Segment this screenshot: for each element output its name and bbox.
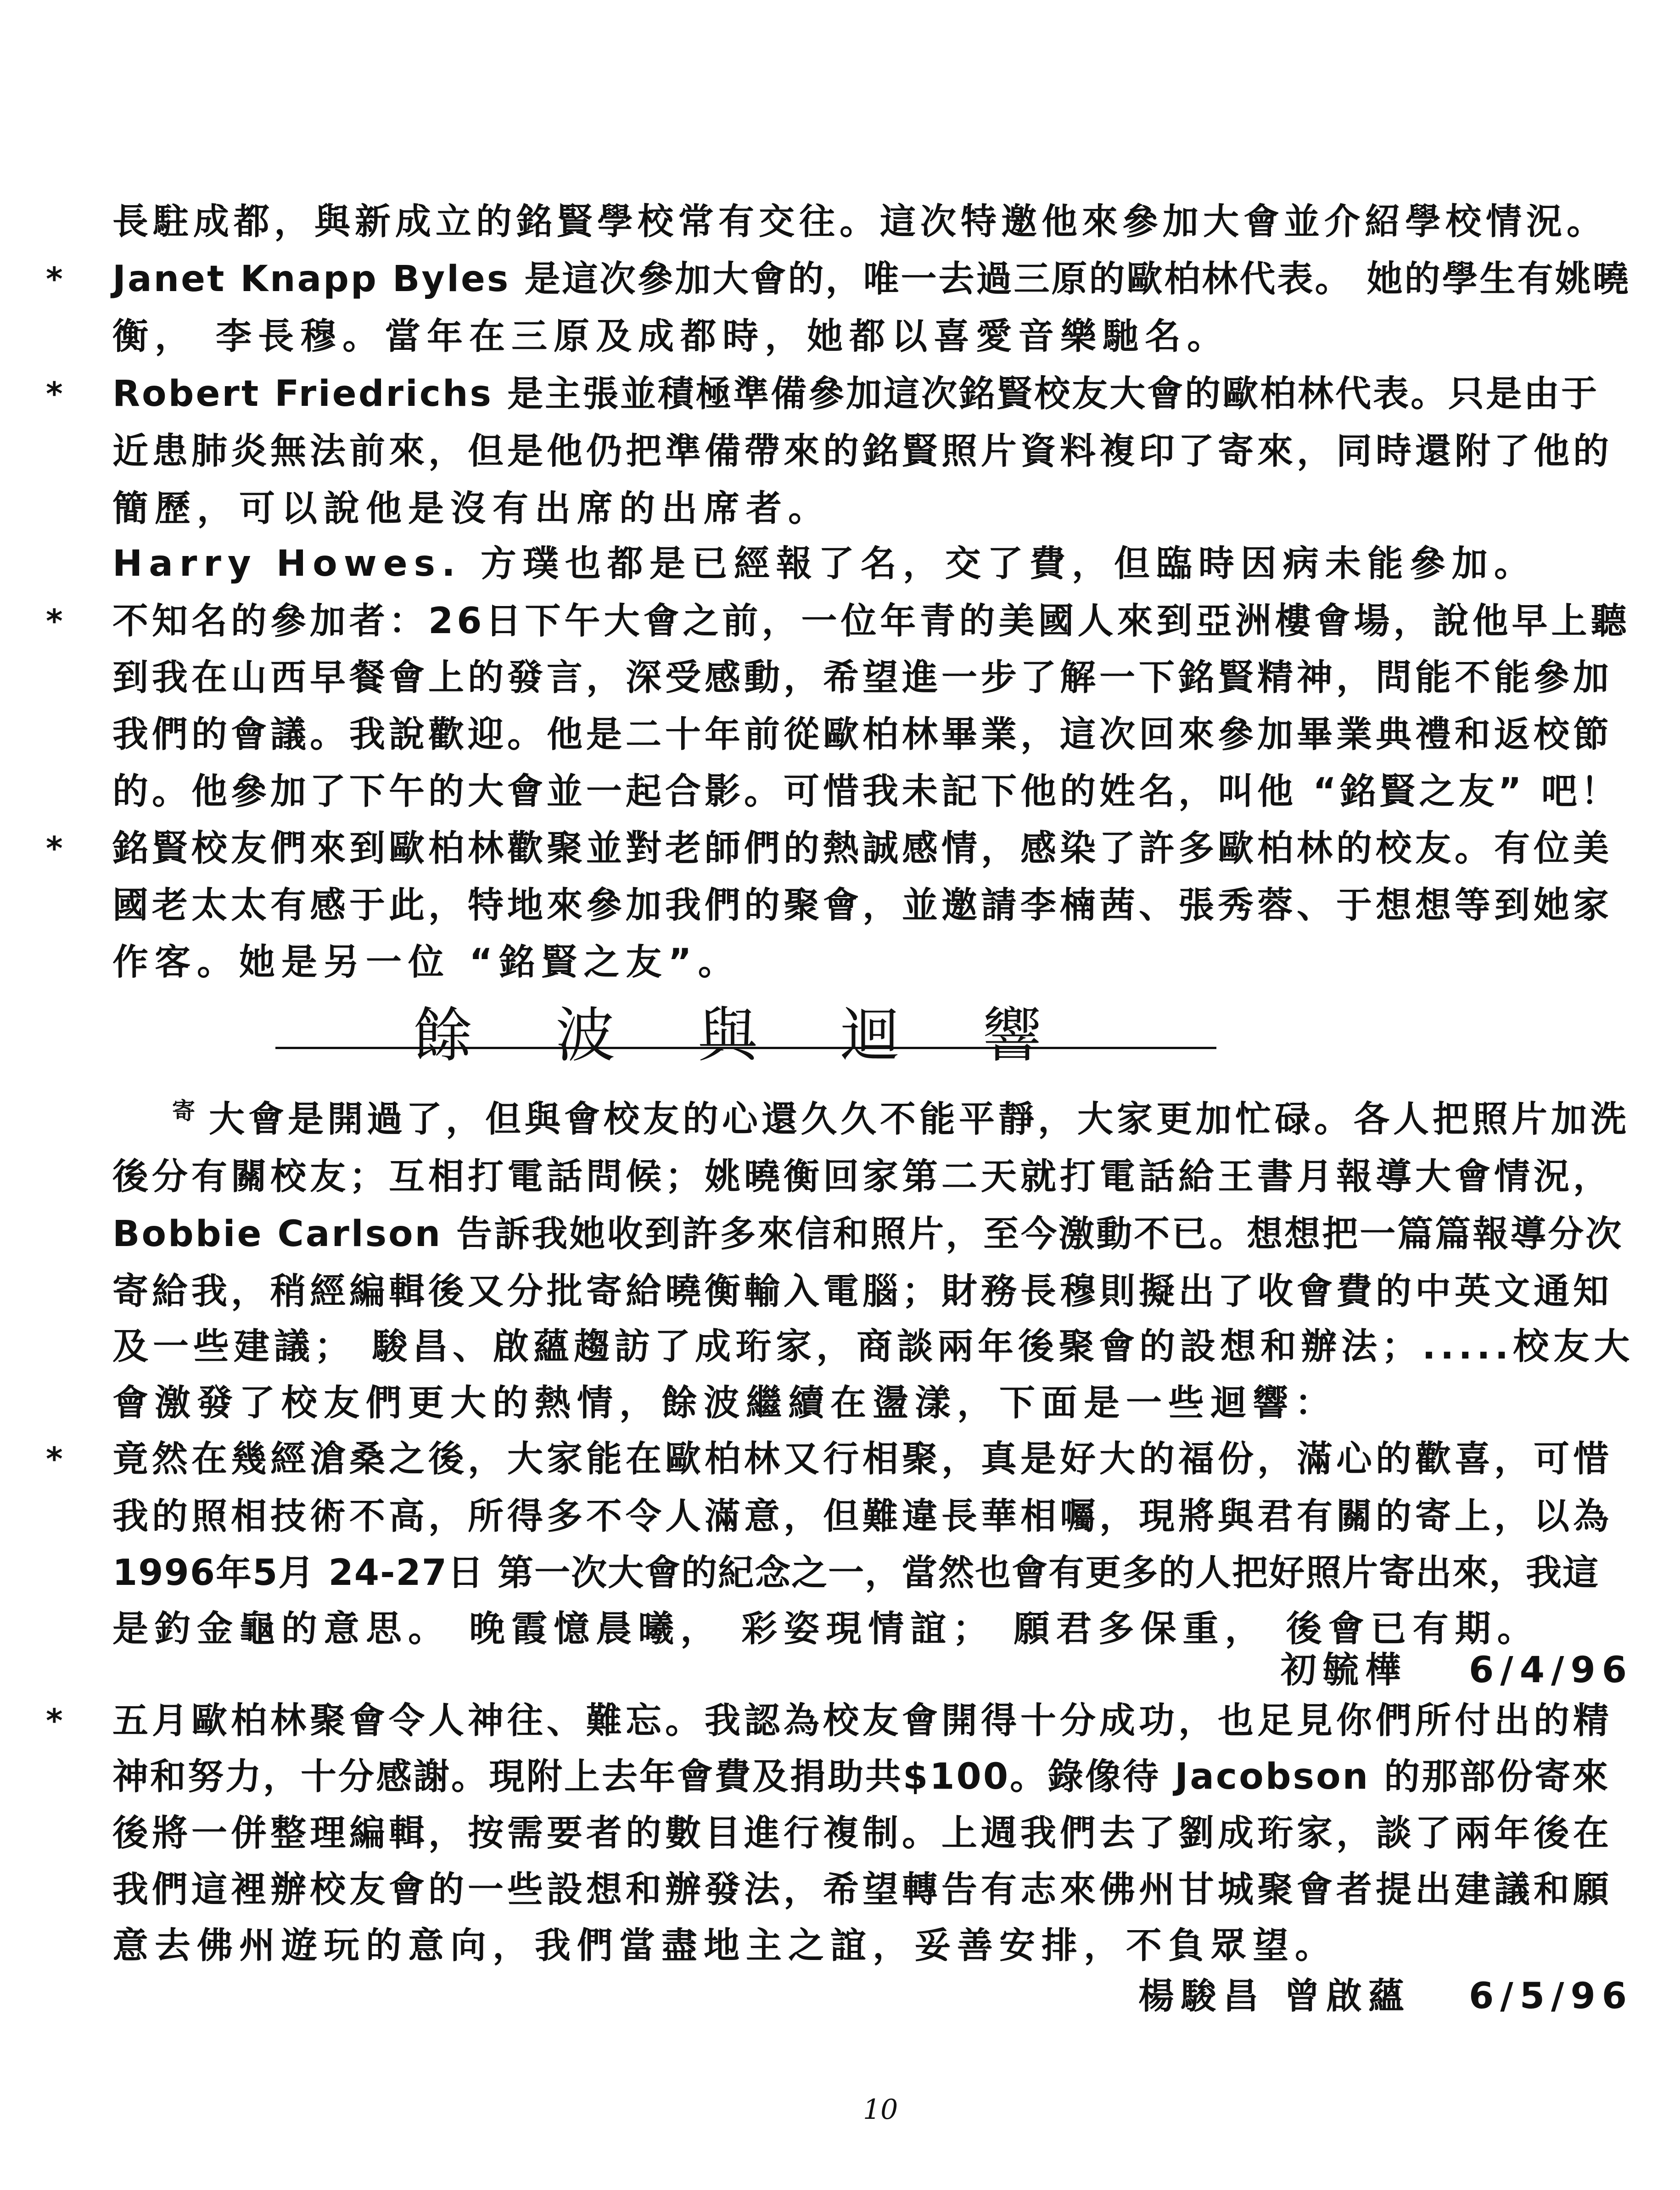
- text-line: 的。他參加了下午的大會並一起合影。可惜我未記下他的姓名，叫他 “銘賢之友” 吧！: [112, 771, 1620, 812]
- text-line: 五月歐柏林聚會令人神往、難忘。我認為校友會開得十分成功，也足見你們所付出的精: [112, 1700, 1613, 1741]
- text-line: 1996年5月 24-27日 第一次大會的紀念之一，當然也會有更多的人把好照片寄出來，我這: [112, 1552, 1600, 1594]
- bullet-3: *: [46, 602, 63, 640]
- signature-1-name: 初毓樺: [1281, 1650, 1408, 1691]
- text-line: Robert Friedrichs 是主張並積極準備參加這次銘賢校友大會的歐柏林代表。只是由于: [112, 373, 1599, 415]
- section-title-text: 餘波與迴響: [413, 1000, 1125, 1070]
- signature-1-date: 6/4/96: [1469, 1650, 1634, 1691]
- text-line: 我們這裡辦校友會的一些設想和辦發法，希望轉告有志來佛州甘城聚會者提出建議和願: [112, 1869, 1613, 1910]
- section-title: [275, 1001, 1216, 1070]
- text-line: Bobbie Carlson 告訴我她收到許多來信和照片，至今激動不已。想想把一篇篇報導分次: [112, 1213, 1624, 1255]
- bullet-1: *: [46, 260, 63, 298]
- text-line: 簡歷，可以說他是沒有出席的出席者。: [112, 488, 831, 529]
- text-line: 及一些建議； 駿昌、啟蘊趨訪了成珩家，商談兩年後聚會的設想和辦法；.....校友大: [112, 1326, 1635, 1367]
- text-line: 我們的會議。我說歡迎。他是二十年前從歐柏林畢業，這次回來參加畢業典禮和返校節: [112, 714, 1613, 755]
- signature-2-date: 6/5/96: [1469, 1976, 1634, 2017]
- text-line: 我的照相技術不高，所得多不令人滿意，但難違長華相囑，現將與君有關的寄上，以為: [112, 1496, 1613, 1537]
- text-line: 後將一併整理編輯，按需要者的數目進行複制。上週我們去了劉成珩家，談了兩年後在: [112, 1813, 1613, 1854]
- signature-2-names: 楊駿昌 曾啟蘊: [1138, 1976, 1411, 2017]
- text-line: 意去佛州遊玩的意向，我們當盡地主之誼，妥善安排，不負眾望。: [112, 1925, 1338, 1966]
- text-line: 竟然在幾經滄桑之後，大家能在歐柏林又行相聚，真是好大的福份，滿心的歡喜，可惜: [112, 1438, 1613, 1480]
- bullet-4: *: [46, 830, 63, 867]
- text-line: 寄給我，稍經編輯後又分批寄給曉衡輸入電腦；財務長穆則擬出了收會費的中英文通知: [112, 1271, 1613, 1312]
- text-line: 銘賢校友們來到歐柏林歡聚並對老師們的熱誠感情，感染了許多歐柏林的校友。有位美: [112, 828, 1613, 869]
- insert-mark: 寄: [172, 1098, 195, 1124]
- text-line: 是釣金龜的意思。 晚霞憶晨曦， 彩姿現情誼； 願君多保重， 後會已有期。: [112, 1608, 1540, 1650]
- text-line: 神和努力，十分感謝。現附上去年會費及捐助共$100。錄像待 Jacobson 的那部份寄來: [112, 1756, 1610, 1797]
- page-number: 10: [863, 2094, 898, 2126]
- text-line: 衡， 李長穆。當年在三原及成都時，她都以喜愛音樂馳名。: [112, 316, 1230, 357]
- text-line: 不知名的參加者：26日下午大會之前，一位年青的美國人來到亞洲樓會場，說他早上聽: [112, 601, 1630, 642]
- bullet-6: *: [46, 1702, 63, 1740]
- text-line: Harry Howes. 方璞也都是已經報了名，交了費，但臨時因病未能參加。: [112, 543, 1536, 584]
- text-line: 國老太太有感于此，特地來參加我們的聚會，並邀請李楠茜、張秀蓉、于想想等到她家: [112, 885, 1613, 926]
- bullet-2: *: [46, 375, 63, 413]
- text-line: 作客。她是另一位 “銘賢之友”。: [112, 942, 740, 983]
- text-line: Janet Knapp Byles 是這次參加大會的，唯一去過三原的歐柏林代表。 她的學生有姚曉: [112, 258, 1630, 300]
- text-line: 近患肺炎無法前來，但是他仍把準備帶來的銘賢照片資料複印了寄來，同時還附了他的: [112, 431, 1613, 472]
- text-line: 大會是開過了，但與會校友的心還久久不能平靜，大家更加忙碌。各人把照片加洗: [209, 1099, 1630, 1140]
- text-line: 長駐成都，與新成立的銘賢學校常有交往。這次特邀他來參加大會並介紹學校情況。: [112, 201, 1607, 242]
- text-line: 到我在山西早餐會上的發言，深受感動，希望進一步了解一下銘賢精神，問能不能參加: [112, 657, 1613, 698]
- text-line: 會激發了校友們更大的熱情，餘波繼續在盪漾，下面是一些迴響：: [112, 1382, 1338, 1424]
- bullet-5: *: [46, 1440, 63, 1478]
- text-line: 後分有關校友；互相打電話問候；姚曉衡回家第二天就打電話給王書月報導大會情況，: [112, 1156, 1613, 1197]
